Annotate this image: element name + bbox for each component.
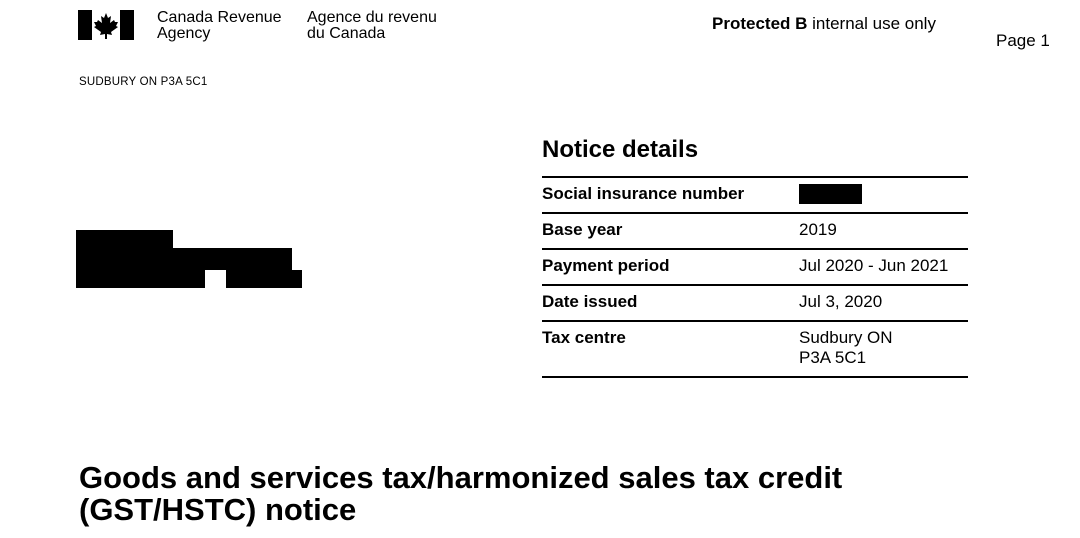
details-label: Tax centre [542, 328, 626, 347]
agency-name-english [157, 10, 282, 42]
details-row-base-year [542, 212, 968, 248]
canada-flag-icon [78, 10, 134, 40]
tax-centre-line1: Sudbury ON [799, 328, 893, 347]
agency-name-french [307, 10, 437, 42]
agency-fr-line2: du Canada [307, 25, 386, 42]
agency-fr-line1: Agence du revenu [307, 9, 437, 26]
details-row-payment-period [542, 248, 968, 284]
page-number: Page 1 [996, 31, 1050, 50]
details-label: Base year [542, 220, 623, 239]
details-value: Jul 2020 - Jun 2021 [799, 256, 949, 275]
return-address: SUDBURY ON P3A 5C1 [79, 76, 208, 88]
details-row-tax-centre [542, 320, 968, 378]
details-value [799, 328, 968, 368]
protected-classification [712, 14, 936, 34]
tax-centre-line2: P3A 5C1 [799, 348, 867, 367]
details-label: Date issued [542, 292, 638, 311]
notice-details-table [542, 176, 968, 378]
details-row-sin [542, 176, 968, 212]
details-label: Payment period [542, 256, 670, 275]
details-value: 2019 [799, 220, 837, 239]
details-value: Jul 3, 2020 [799, 292, 883, 311]
details-row-date-issued [542, 284, 968, 320]
details-label: Social insurance number [542, 184, 745, 203]
protected-strong: Protected B [712, 14, 808, 33]
notice-details-title: Notice details [542, 136, 699, 163]
protected-rest: internal use only [807, 14, 936, 33]
redacted-sin [799, 184, 862, 204]
document-title-line2: (GST/HSTC) notice [79, 492, 357, 527]
agency-en-line1: Canada Revenue [157, 9, 282, 26]
details-value [799, 184, 968, 204]
redaction-gap [205, 270, 226, 288]
redacted-address-block [226, 270, 302, 288]
document-title-line1: Goods and services tax/harmonized sales tax credit [79, 460, 843, 495]
document-title [79, 462, 979, 526]
agency-en-line2: Agency [157, 25, 211, 42]
